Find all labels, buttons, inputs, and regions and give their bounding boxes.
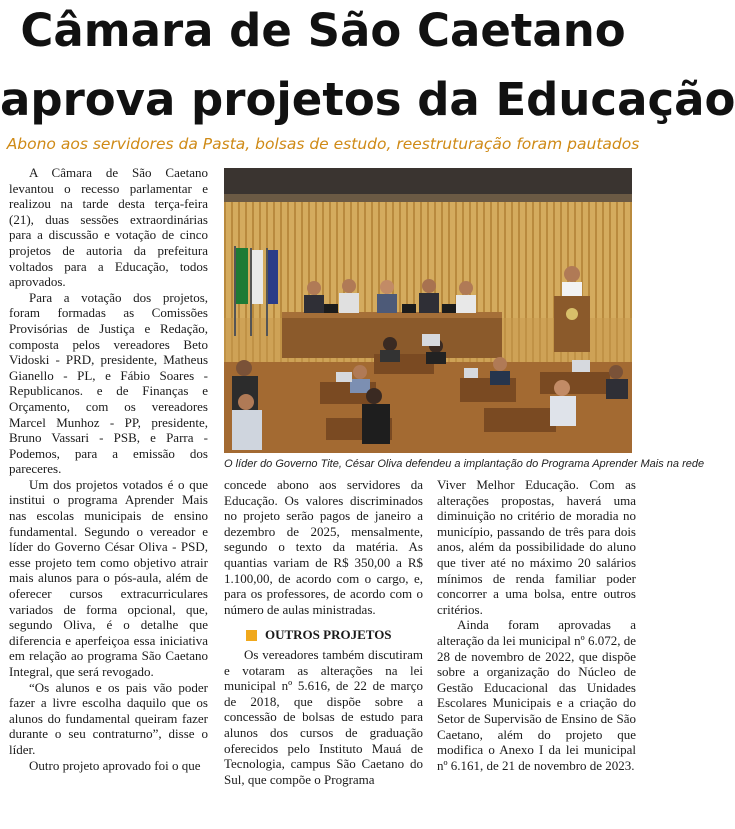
paragraph: Ainda foram aprovadas a alteração da lei municipal nº 6.072, de 28 de novembro de 2022, que dispõe sobre a organização do Núcleo de Gestão Educacional das Unidades Escolares Municipais e a criação do Setor de Supervisão de Ensino de São Caetano, além do projeto que modifica o Anexo I da lei municipal nº 6.161, de 21 de novembro de 2023. xyxy=(437,617,636,773)
paragraph: A Câmara de São Caetano levantou o recesso parlamentar e realizou na tarde desta terça-feira (21), duas sessões extraordinárias para a discussão e votação de cinco projetos de autoria da prefeitura voltados para a Educação, todos aprovados. xyxy=(9,165,208,290)
paragraph: Para a votação dos projetos, foram formadas as Comissões Provisórias de Justiça e Redação, composta pelos vereadores Beto Vidoski - PRD, presidente, Matheus Gianello - PL, e Fábio Soares - Republicanos. e de Finanças e Orçamento, com os vereadores Marcel Munhoz - PP, presidente, Bruno Vassari - PSB, e Parra - Podemos, para a emissão dos pareceres. xyxy=(9,289,208,477)
section-title: OUTROS PROJETOS xyxy=(265,627,392,643)
paragraph: Outro projeto aprovado foi o que xyxy=(29,757,201,773)
article-column-2 xyxy=(224,477,423,787)
headline-line-1: Câmara de São Caetano xyxy=(20,4,626,57)
paragraph: Os vereadores também discutiram e votaram as alterações na lei municipal nº 5.616, de 22 de março de 2018, que dispõe sobre a concessão de bolsas de estudo para alunos dos cursos de graduação oferecidos pelo Instituto Mauá de Tecnologia, campus São Caetano do Sul, que compõe o Programa xyxy=(224,646,423,787)
paragraph: Um dos projetos votados é o que institui o programa Aprender Mais nas escolas municipais de ensino fundamental. Segundo o vereador e líder do Governo César Oliva - PSD, esse projeto tem como objetivo atrair mais alunos para o pós-aula, além de oferecer cursos extracurriculares variados de forma opcional, que, segundo Oliva, é o detalhe que diferencia e aperfeiçoa essa iniciativa em relação ao programa São Caetano Integral, que será revogado. xyxy=(9,476,208,679)
paragraph: “Os alunos e os pais vão poder fazer a livre escolha daquilo que os alunos do fundamental queiram fazer durante o seu contraturno”, disse o líder. xyxy=(9,679,208,757)
paragraph: Viver Melhor Educação. Com as alterações propostas, haverá uma diminuição no critério de moradia no município, passando de três para dois anos, além da possibilidade do aluno que tiver até no máximo 20 salários mínimos de renda familiar poder concorrer a uma bolsa, entre outros critérios. xyxy=(437,477,636,617)
council-session-photo xyxy=(224,168,632,453)
subtitle: Abono aos servidores da Pasta, bolsas de estudo, reestruturação foram pautados xyxy=(6,135,640,153)
square-bullet-icon xyxy=(246,630,257,641)
section-heading xyxy=(224,627,423,643)
paragraph: concede abono aos servidores da Educação. Os valores discriminados no projeto serão pagos de janeiro a dezembro de 2025, mensalmente, segundo o texto da matéria. As quantias variam de R$ 350,00 a R$ 1.100,00, de acordo com o cargo, e, para os professores, de acordo com o número de aulas ministradas. xyxy=(224,477,423,617)
article-column-1 xyxy=(9,165,208,773)
photo-caption: O líder do Governo Tite, César Oliva defendeu a implantação do Programa Aprender Mais na rede xyxy=(224,458,705,470)
article-column-3 xyxy=(437,477,636,773)
headline-line-2: aprova projetos da Educação xyxy=(0,73,735,126)
